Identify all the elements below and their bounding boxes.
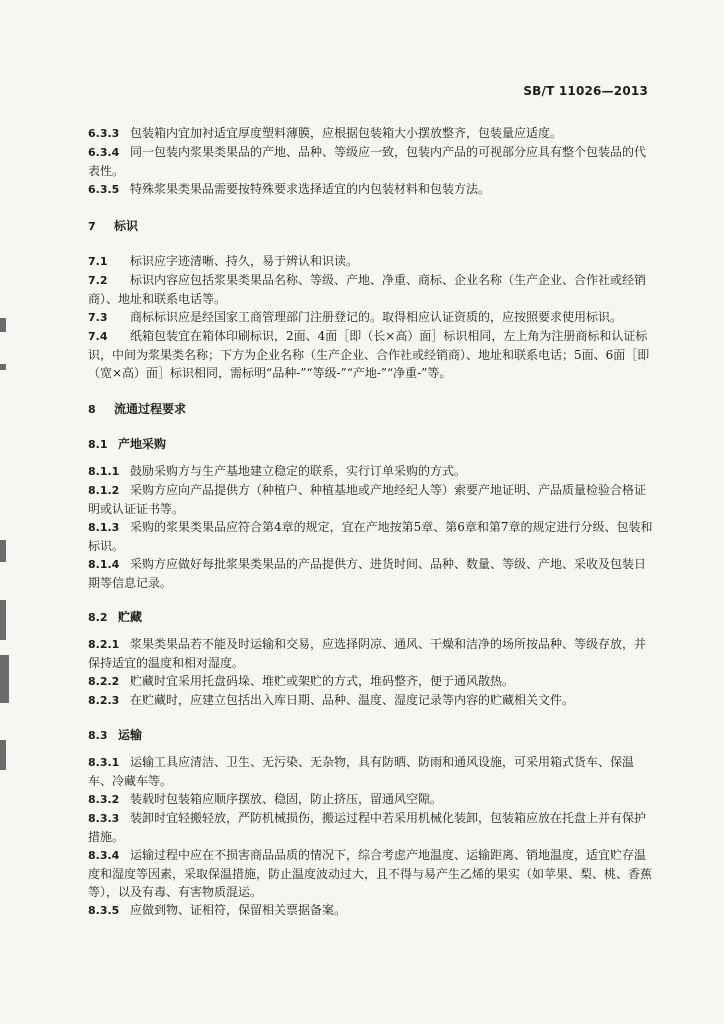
clause-number: 8.1.1 — [88, 465, 120, 478]
clause-text: 鼓励采购方与生产基地建立稳定的联系，实行订单采购的方式。 — [130, 464, 467, 478]
clause-6-3-3 — [88, 124, 654, 143]
clause-text: 包装箱内宜加衬适宜厚度塑料薄膜，应根据包装箱大小摆放整齐，包装量应适度。 — [130, 126, 563, 140]
clause-number: 8.1.3 — [88, 521, 120, 534]
clause-number: 7.1 — [88, 255, 108, 268]
clause-8-3-2 — [88, 790, 654, 809]
clause-7-3 — [88, 308, 654, 327]
subsection-number: 8.2 — [88, 611, 108, 624]
clause-text: 采购方应做好每批浆果类果品的产品提供方、进货时间、品种、数量、等级、产地、采收及包装日期等信息记录。 — [88, 557, 647, 590]
clause-8-3-1 — [88, 753, 654, 790]
clause-8-1-4 — [88, 555, 654, 592]
clause-text: 浆果类果品若不能及时运输和交易，应选择阴凉、通风、干燥和洁净的场所按品种、等级存放，并保持适宜的温度和相对湿度。 — [88, 637, 647, 670]
clause-text: 运输过程中应在不损害商品品质的情况下，综合考虑产地温度、运输距离、销地温度，适宜贮存温度和湿度等因素，采取保温措施，防止温度波动过大，且不得与易产生乙烯的果实（如苹果、梨、桃、香蕉等），以及有毒、有害物质混运。 — [88, 848, 653, 899]
clause-number: 8.1.2 — [88, 484, 120, 497]
clause-number: 8.2.3 — [88, 694, 120, 707]
section-title: 标识 — [114, 219, 139, 233]
subsection-number: 8.3 — [88, 729, 108, 742]
section-number: 8 — [88, 403, 96, 416]
clause-number: 8.3.1 — [88, 756, 120, 769]
clause-number: 8.3.4 — [88, 849, 120, 862]
section-number: 7 — [88, 220, 96, 233]
clause-6-3-4 — [88, 143, 654, 180]
clause-8-3-5 — [88, 901, 654, 920]
subsection-title: 运输 — [118, 728, 143, 742]
subsection-heading-8-1 — [88, 435, 654, 454]
clause-number: 8.3.3 — [88, 812, 120, 825]
standard-code-header: SB/T 11026—2013 — [523, 84, 648, 98]
clause-8-1-1 — [88, 462, 654, 481]
clause-number: 6.3.5 — [88, 183, 120, 196]
clause-8-2-3 — [88, 691, 654, 710]
scan-edge-marks — [0, 0, 14, 1024]
subsection-title: 贮藏 — [118, 610, 143, 624]
clause-text: 采购方应向产品提供方（种植户、种植基地或产地经纪人等）索要产地证明、产品质量检验合格证明或认证证书等。 — [88, 483, 647, 516]
clause-8-2-1 — [88, 635, 654, 672]
clause-text: 在贮藏时，应建立包括出入库日期、品种、温度、湿度记录等内容的贮藏相关文件。 — [130, 693, 575, 707]
clause-8-3-4 — [88, 846, 654, 901]
clause-8-2-2 — [88, 672, 654, 691]
clause-text: 标识应字迹清晰、持久，易于辨认和识读。 — [130, 254, 359, 268]
clause-number: 6.3.3 — [88, 127, 120, 140]
section-title: 流通过程要求 — [114, 402, 187, 416]
clause-7-2 — [88, 271, 654, 308]
clause-text: 应做到物、证相符，保留相关票据备案。 — [130, 903, 347, 917]
clause-number: 8.2.1 — [88, 638, 120, 651]
clause-text: 贮藏时宜采用托盘码垛、堆贮或架贮的方式，堆码整齐，便于通风散热。 — [130, 674, 515, 688]
clause-number: 7.4 — [88, 330, 108, 343]
clause-text: 商标标识应是经国家工商管理部门注册登记的。取得相应认证资质的，应按照要求使用标识。 — [130, 310, 623, 324]
subsection-heading-8-2 — [88, 608, 654, 627]
clause-number: 7.2 — [88, 274, 108, 287]
clause-number: 8.3.2 — [88, 793, 120, 806]
clause-number: 8.2.2 — [88, 675, 120, 688]
section-heading-7 — [88, 217, 654, 236]
clause-text: 纸箱包装宜在箱体印刷标识，2面、4面［即（长×高）面］标识相同，左上角为注册商标和认证标识，中间为浆果类名称；下方为企业名称（生产企业、合作社或经销商）、地址和联系电话；5面、6面［即（宽×高）面］标识相同，需标明“品种-”“等级-”“产地-”“净重-”等。 — [88, 329, 650, 380]
clause-8-1-3 — [88, 518, 654, 555]
clause-number: 7.3 — [88, 311, 108, 324]
clause-text: 运输工具应清洁、卫生、无污染、无杂物，具有防晒、防雨和通风设施，可采用箱式货车、保温车、冷藏车等。 — [88, 755, 635, 788]
clause-text: 特殊浆果类果品需要按特殊要求选择适宜的内包装材料和包装方法。 — [130, 182, 491, 196]
clause-6-3-5 — [88, 180, 654, 199]
clause-text: 采购的浆果类果品应符合第4章的规定，宜在产地按第5章、第6章和第7章的规定进行分级、包装和标识。 — [88, 520, 653, 553]
clause-text: 同一包装内浆果类果品的产地、品种、等级应一致，包装内产品的可视部分应具有整个包装品的代表性。 — [88, 145, 647, 178]
clause-text: 标识内容应包括浆果类果品名称、等级、产地、净重、商标、企业名称（生产企业、合作社或经销商）、地址和联系电话等。 — [88, 273, 647, 306]
clause-text: 装卸时宜轻搬轻放，严防机械损伤，搬运过程中若采用机械化装卸，包装箱应放在托盘上并有保护措施。 — [88, 811, 647, 844]
subsection-heading-8-3 — [88, 726, 654, 745]
document-body — [88, 124, 654, 920]
clause-text: 装载时包装箱应顺序摆放、稳固，防止挤压，留通风空隙。 — [130, 792, 443, 806]
section-heading-8 — [88, 400, 654, 419]
clause-8-1-2 — [88, 481, 654, 518]
clause-7-4 — [88, 327, 654, 382]
subsection-title: 产地采购 — [118, 437, 167, 451]
clause-number: 6.3.4 — [88, 146, 120, 159]
clause-7-1 — [88, 252, 654, 271]
subsection-number: 8.1 — [88, 438, 108, 451]
clause-8-3-3 — [88, 809, 654, 846]
clause-number: 8.3.5 — [88, 904, 120, 917]
clause-number: 8.1.4 — [88, 558, 120, 571]
